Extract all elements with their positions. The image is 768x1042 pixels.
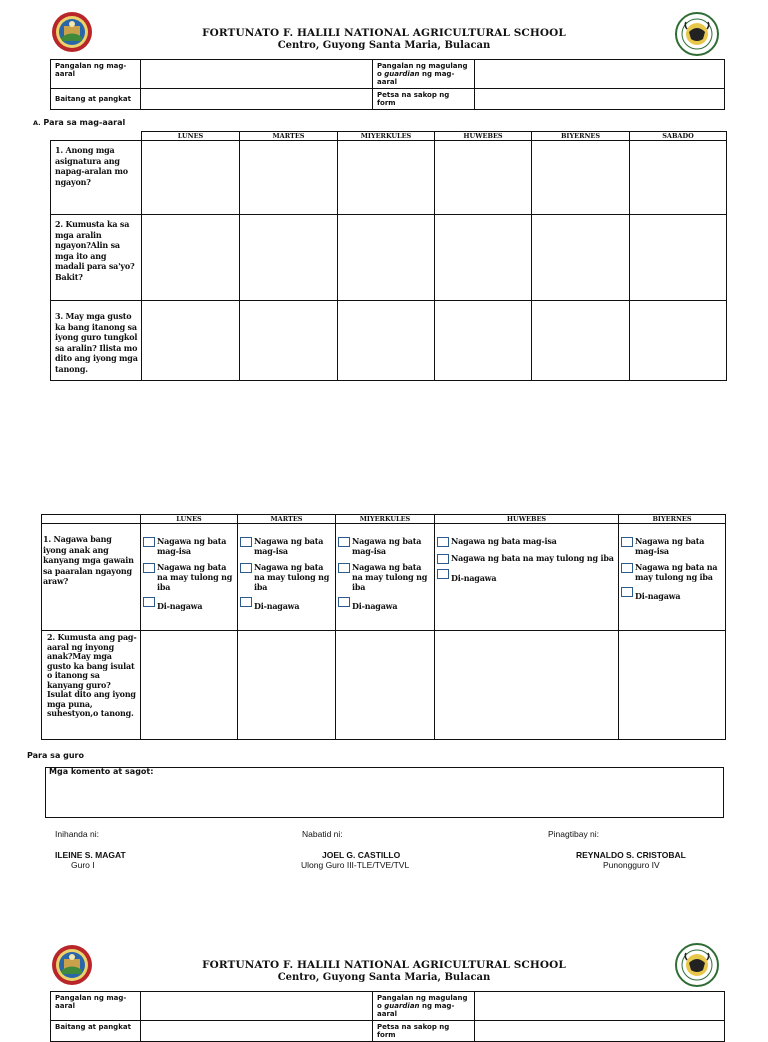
- day-header-huwebes: HUWEBES: [435, 515, 619, 524]
- comment-label: Mga komento at sagot:: [49, 767, 154, 776]
- prepared-by-name: ILEINE S. MAGAT: [55, 850, 126, 860]
- student-weekly-table: [50, 131, 727, 381]
- teacher-comment-box[interactable]: [45, 767, 724, 818]
- teacher-section-label: Para sa guro: [27, 751, 84, 760]
- noted-by-name: JOEL G. CASTILLO: [322, 850, 401, 860]
- checkbox[interactable]: [143, 537, 155, 547]
- parent-question-1: 1. Nagawa bang iyong anak ang kanyang mga gawain sa paaralan ngayong araw?: [42, 524, 141, 631]
- answer-cell[interactable]: [435, 631, 619, 740]
- answer-cell[interactable]: [619, 631, 726, 740]
- grade-section-label: Baitang at pangkat: [51, 1021, 141, 1042]
- checkbox[interactable]: [143, 563, 155, 573]
- day-header-biyernes: BIYERNES: [532, 132, 630, 141]
- parent-question-2: 2. Kumusta ang pag-aaral ng inyong anak?May mga gusto ka bang isulat o itanong sa kanyang guro? Isulat dito ang iyong mga puna, suhestyon,o tanong.: [42, 631, 141, 740]
- option-not-done[interactable]: Di-nagawa: [240, 596, 333, 611]
- answer-cell[interactable]: [141, 631, 238, 740]
- student-name-label: Pangalan ng mag-aaral: [51, 992, 141, 1021]
- checkbox[interactable]: [143, 597, 155, 607]
- option-alone[interactable]: Nagawa ng bata mag-isa: [143, 536, 235, 556]
- answer-cell[interactable]: [240, 215, 338, 301]
- option-alone[interactable]: Nagawa ng bata mag-isa: [240, 536, 333, 556]
- day-header-sabado: SABADO: [630, 132, 727, 141]
- answer-cell[interactable]: [435, 301, 532, 381]
- checkbox[interactable]: [437, 554, 449, 564]
- school-name: FORTUNATO F. HALILI NATIONAL AGRICULTURAL SCHOOL: [202, 27, 566, 39]
- student-name-label: Pangalan ng mag-aaral: [51, 60, 141, 89]
- answer-cell[interactable]: [338, 301, 435, 381]
- status-cell-lunes: [141, 524, 238, 631]
- form-date-field[interactable]: [475, 89, 725, 110]
- checkbox[interactable]: [240, 537, 252, 547]
- option-with-help[interactable]: Nagawa ng bata na may tulong ng iba: [437, 553, 616, 564]
- answer-cell[interactable]: [532, 215, 630, 301]
- day-header-miyerkules: MIYERKULES: [338, 132, 435, 141]
- answer-cell[interactable]: [532, 301, 630, 381]
- student-info-table: [50, 59, 725, 110]
- checkbox[interactable]: [621, 587, 633, 597]
- checkbox[interactable]: [240, 597, 252, 607]
- parent-name-label: Pangalan ng magulang o guardian ng mag-aaral: [373, 992, 475, 1021]
- option-with-help[interactable]: Nagawa ng bata na may tulong ng iba: [143, 562, 235, 592]
- answer-cell[interactable]: [240, 301, 338, 381]
- approved-by-label: Pinagtibay ni:: [548, 829, 600, 839]
- option-not-done[interactable]: Di-nagawa: [437, 568, 616, 583]
- option-with-help[interactable]: Nagawa ng bata na may tulong ng iba: [338, 562, 432, 592]
- option-with-help[interactable]: Nagawa ng bata na may tulong ng iba: [240, 562, 333, 592]
- option-not-done[interactable]: Di-nagawa: [338, 596, 432, 611]
- day-header-martes: MARTES: [240, 132, 338, 141]
- answer-cell[interactable]: [435, 141, 532, 215]
- grade-section-field[interactable]: [141, 89, 373, 110]
- form-date-field[interactable]: [475, 1021, 725, 1042]
- section-a-label: A. Para sa mag-aaral: [33, 118, 126, 127]
- checkbox[interactable]: [621, 537, 633, 547]
- parent-weekly-table: [41, 514, 726, 740]
- day-header-miyerkules: MIYERKULES: [336, 515, 435, 524]
- question-1: 1. Anong mga asignatura ang napag-aralan mo ngayon?: [51, 141, 142, 215]
- option-not-done[interactable]: Di-nagawa: [143, 596, 235, 611]
- form-date-label: Petsa na sakop ng form: [373, 1021, 475, 1042]
- answer-cell[interactable]: [435, 215, 532, 301]
- option-alone[interactable]: Nagawa ng bata mag-isa: [338, 536, 432, 556]
- answer-cell[interactable]: [238, 631, 336, 740]
- checkbox[interactable]: [621, 563, 633, 573]
- option-alone[interactable]: Nagawa ng bata mag-isa: [621, 536, 723, 556]
- school-address: Centro, Guyong Santa Maria, Bulacan: [277, 40, 491, 51]
- answer-cell[interactable]: [630, 215, 727, 301]
- corner-cell: [42, 515, 141, 524]
- prepared-by-title: Guro I: [71, 860, 95, 870]
- answer-cell[interactable]: [532, 141, 630, 215]
- answer-cell[interactable]: [630, 301, 727, 381]
- status-cell-huwebes: [435, 524, 619, 631]
- question-2: 2. Kumusta ka sa mga aralin ngayon?Alin sa mga ito ang madali para sa'yo? Bakit?: [51, 215, 142, 301]
- checkbox[interactable]: [240, 563, 252, 573]
- prepared-by-label: Inihanda ni:: [55, 829, 99, 839]
- answer-cell[interactable]: [336, 631, 435, 740]
- option-with-help[interactable]: Nagawa ng bata na may tulong ng iba: [621, 562, 723, 582]
- status-cell-martes: [238, 524, 336, 631]
- option-not-done[interactable]: Di-nagawa: [621, 586, 723, 601]
- checkbox[interactable]: [437, 569, 449, 579]
- option-alone[interactable]: Nagawa ng bata mag-isa: [437, 536, 616, 547]
- grade-section-label: Baitang at pangkat: [51, 89, 141, 110]
- approved-by-name: REYNALDO S. CRISTOBAL: [576, 850, 686, 860]
- checkbox[interactable]: [338, 597, 350, 607]
- school-address: Centro, Guyong Santa Maria, Bulacan: [277, 972, 491, 983]
- noted-by-title: Ulong Guro III-TLE/TVE/TVL: [301, 860, 410, 870]
- parent-name-label: Pangalan ng magulang o guardian ng mag-aaral: [373, 60, 475, 89]
- form-date-label: Petsa na sakop ng form: [373, 89, 475, 110]
- answer-cell[interactable]: [240, 141, 338, 215]
- grade-section-field[interactable]: [141, 1021, 373, 1042]
- day-header-huwebes: HUWEBES: [435, 132, 532, 141]
- answer-cell[interactable]: [338, 141, 435, 215]
- student-name-field[interactable]: [141, 60, 373, 89]
- status-cell-miyerkules: [336, 524, 435, 631]
- student-name-field[interactable]: [141, 992, 373, 1021]
- checkbox[interactable]: [338, 563, 350, 573]
- corner-cell: [51, 132, 142, 141]
- parent-name-field[interactable]: [475, 60, 725, 89]
- student-info-table: [50, 991, 725, 1042]
- approved-by-title: Punongguro IV: [603, 860, 660, 870]
- school-name: FORTUNATO F. HALILI NATIONAL AGRICULTURAL SCHOOL: [202, 959, 566, 971]
- answer-cell[interactable]: [630, 141, 727, 215]
- answer-cell[interactable]: [142, 141, 240, 215]
- answer-cell[interactable]: [338, 215, 435, 301]
- answer-cell[interactable]: [142, 215, 240, 301]
- noted-by-label: Nabatid ni:: [302, 829, 343, 839]
- checkbox[interactable]: [437, 537, 449, 547]
- day-header-lunes: LUNES: [141, 515, 238, 524]
- checkbox[interactable]: [338, 537, 350, 547]
- day-header-lunes: LUNES: [142, 132, 240, 141]
- answer-cell[interactable]: [142, 301, 240, 381]
- status-cell-biyernes: [619, 524, 726, 631]
- day-header-martes: MARTES: [238, 515, 336, 524]
- day-header-biyernes: BIYERNES: [619, 515, 726, 524]
- parent-name-field[interactable]: [475, 992, 725, 1021]
- question-3: 3. May mga gusto ka bang itanong sa iyong guro tungkol sa aralin? Ilista mo dito ang iyong mga tanong.: [51, 301, 142, 381]
